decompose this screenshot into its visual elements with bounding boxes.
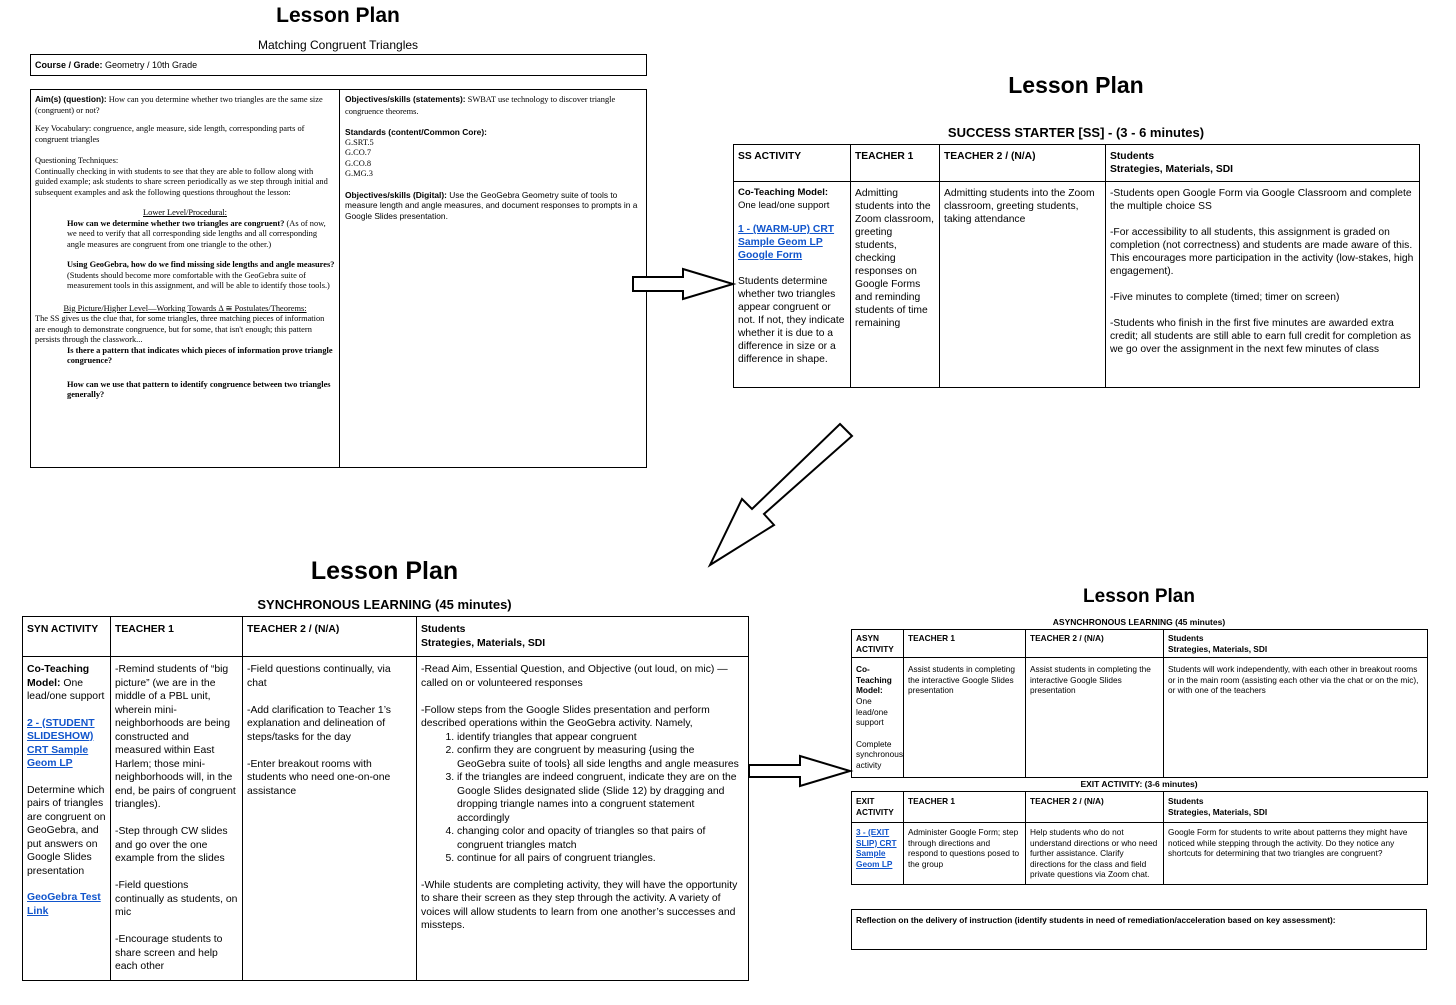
lesson-plan-title-1: Lesson Plan (276, 4, 400, 27)
asynchronous-learning-subtitle: ASYNCHRONOUS LEARNING (45 minutes) (1052, 617, 1226, 627)
course-value: Geometry / 10th Grade (102, 60, 198, 70)
header-teacher-1: TEACHER 1 (904, 792, 1026, 823)
digital-objectives-text: Use the GeoGebra Geometry suite of tools to measure length and angle measures, and document responses to prompts in a Google Slides presentation. (345, 189, 638, 221)
right-arrow-icon (633, 269, 733, 299)
exit-slip-link[interactable]: 3 - (EXIT SLIP) CRT Sample Geom LP (856, 827, 897, 869)
ss-activity-text: Students determine whether two triangles appear congruent or not. If not, they indicate whether it is due to a difference in size or a difference in shape. (738, 276, 845, 365)
syn-step: 5. continue for all pairs of congruent triangles. (457, 852, 744, 866)
key-vocabulary: Key Vocabulary: congruence, angle measure, side length, corresponding parts of congruent triangles (35, 124, 305, 144)
reflection-box: Reflection on the delivery of instruction (identify students in need of remediation/acceleration based on key assessment): (851, 909, 1427, 950)
co-teaching-model-text: One lead/one support (27, 677, 105, 702)
header-syn-activity: SYN ACTIVITY (23, 617, 111, 657)
asyn-students-cell: Students will work independently, with each other in breakout rooms or in the main room (assisting each other via the chat or on the mic), or with one of the teachers (1164, 658, 1428, 777)
header-ss-activity: SS ACTIVITY (734, 145, 851, 182)
syn-students-outro: -While students are completing activity, they will have the opportunity to share their screen as they step through the activity. A variety of voices will allow students to learn from one another’s successes and missteps. (421, 879, 738, 931)
course-label: Course / Grade: (35, 60, 103, 70)
big-picture-heading: Big Picture/Higher Level—Working Towards Δ ≅ Postulates/Theorems: (63, 303, 307, 313)
syn-teacher2-cell: -Field questions continually, via chat -Add clarification to Teacher 1’s explanation and delineation of steps/tasks for the day -Enter breakout rooms with students who need one-on-one assistance (243, 657, 417, 981)
objectives-label: Objectives/skills (statements): (345, 94, 466, 104)
syn-step: 1. identify triangles that appear congruent (457, 731, 744, 745)
asyn-activity-text: Complete synchronous activity (856, 738, 904, 770)
syn-activity-text: Determine which pairs of triangles are congruent on GeoGebra, and put answers on Google Slides presentation (27, 784, 106, 877)
question-2-bold: Using GeoGebra, how do we find missing side lengths and angle measures? (67, 260, 335, 269)
header-teacher-2: TEACHER 2 / (N/A) (1026, 792, 1164, 823)
exit-teacher1-cell: Administer Google Form; step through directions and respond to questions posed to the group (904, 823, 1026, 885)
right-arrow-icon (749, 756, 850, 786)
header-students: Students Strategies, Materials, SDI (417, 617, 749, 657)
ss-teacher2-cell: Admitting students into the Zoom classroom, greeting students, taking attendance (940, 182, 1106, 388)
question-3: Is there a pattern that indicates which pieces of information prove triangle congruence? (67, 345, 333, 365)
question-2-note: (Students should become more comfortable with the GeoGebra suite of measurement tools in this assignment, and will be able to identify those tools.) (67, 270, 330, 290)
asyn-teacher1-cell: Assist students in completing the interactive Google Slides presentation (904, 658, 1026, 777)
asyn-teacher2-cell: Assist students in completing the interactive Google Slides presentation (1026, 658, 1164, 777)
standards-label: Standards (content/Common Core): (345, 127, 487, 137)
big-picture-text: The SS gives us the clue that, for some triangles, three matching pieces of information are enough to demonstrate congruence, but for some, that isn't enough; this pattern persists through the classwork... (35, 314, 325, 344)
header-exit-activity: EXIT ACTIVITY (852, 792, 904, 823)
geogebra-test-link[interactable]: GeoGebra Test Link (27, 892, 101, 917)
header-teacher-1: TEACHER 1 (904, 630, 1026, 658)
aim-label: Aim(s) (question): (35, 94, 107, 104)
objectives-text: SWBAT use technology to discover triangle congruence theorems. (345, 95, 616, 116)
success-starter-subtitle: SUCCESS STARTER [SS] - (3 - 6 minutes) (947, 125, 1205, 140)
lesson-plan-title-3: Lesson Plan (310, 557, 459, 585)
exit-activity-subtitle: EXIT ACTIVITY: (3-6 minutes) (1080, 779, 1198, 789)
synchronous-learning-subtitle: SYNCHRONOUS LEARNING (45 minutes) (257, 597, 512, 612)
syn-step: 2. confirm they are congruent by measuring {using the GeoGebra suite of tools} all side lengths and angle measures (457, 744, 744, 771)
aim-text: How can you determine whether two triangles are the same size (congruent) or not? (35, 95, 323, 115)
lesson-plan-title-4: Lesson Plan (1083, 586, 1195, 607)
questioning-techniques-text: Continually checking in with students to see that they are able to follow along with guided example; ask students to share screen periodically as we step through initial and subsequent examples and ask the following questions throughout the lesson: (35, 166, 328, 197)
co-teaching-model-text: One lead/one support (738, 199, 830, 211)
header-teacher-2: TEACHER 2 / (N/A) (1026, 630, 1164, 658)
diagonal-arrow-icon (710, 424, 852, 565)
header-teacher-2: TEACHER 2 / (N/A) (243, 617, 417, 657)
student-slideshow-link[interactable]: 2 - (STUDENT SLIDESHOW) CRT Sample Geom LP (27, 717, 95, 769)
syn-step: 3. if the triangles are indeed congruent, indicate they are on the Google Slides designated slide (Slide 12) by dragging and dropping triangle names into a congruent statement accordingly (457, 771, 744, 825)
exit-students-cell: Google Form for students to write about patterns they might have noticed while stepping through the activity. Do they notice any shortcuts for determining that two triangles are congruent? (1164, 823, 1428, 885)
lesson-plan-subtitle-1: Matching Congruent Triangles (257, 38, 419, 52)
header-teacher-2: TEACHER 2 / (N/A) (940, 145, 1106, 182)
co-teaching-model-label: Co-Teaching Model: (738, 187, 829, 198)
header-teacher-1: TEACHER 1 (851, 145, 940, 182)
header-teacher-1: TEACHER 1 (111, 617, 243, 657)
exit-teacher2-cell: Help students who do not understand directions or who need further assistance. Clarify directions for the class and field private questions via Zoom chat. (1026, 823, 1164, 885)
lower-level-heading: Lower Level/Procedural: (143, 208, 227, 217)
syn-students-intro: -Read Aim, Essential Question, and Objective (out loud, on mic) — called on or volunteered responses -Follow steps from the Google Slides presentation and perform described operations within the GeoGebra activity. Namely, (421, 664, 728, 729)
co-teaching-model-text: One lead/one support (856, 695, 888, 728)
co-teaching-model-label: Co-Teaching Model: (27, 664, 90, 689)
header-students: Students Strategies, Materials, SDI (1106, 145, 1420, 182)
syn-teacher1-cell: -Remind students of “big picture” (we are in the middle of a PBL unit, wherein mini-neighborhoods are being constructed and measured within East Harlem; those mini-neighborhoods will, in the end, be pairs of congruent triangles). -Step through CW slides and go over the one example from the slides -Field questions continually as students, on mic -Encourage students to share screen and help each other (111, 657, 243, 981)
question-4: How can we use that pattern to identify congruence between two triangles generally? (67, 379, 331, 399)
lesson-plan-title-2: Lesson Plan (1008, 72, 1144, 98)
co-teaching-model-label: Co-Teaching Model: (856, 664, 892, 696)
header-students: Students Strategies, Materials, SDI (1164, 630, 1428, 658)
header-students: Students Strategies, Materials, SDI (1164, 792, 1428, 823)
ss-teacher1-cell: Admitting students into the Zoom classroom, greeting students, checking responses on Google Forms and reminding students of time remaining (851, 182, 940, 388)
question-1-note: (As of now, we need to verify that all corresponding side lengths and all corresponding angle measures are congruent from one triangle to the other.) (67, 218, 326, 249)
questioning-techniques-title: Questioning Techniques: (35, 156, 119, 165)
header-asyn-activity: ASYN ACTIVITY (852, 630, 904, 658)
digital-objectives-label: Objectives/skills (Digital): (345, 189, 447, 200)
warm-up-form-link[interactable]: 1 - (WARM-UP) CRT Sample Geom LP Google Form (738, 224, 835, 261)
ss-students-cell: -Students open Google Form via Google Classroom and complete the multiple choice SS -For accessibility to all students, this assignment is graded on completion (not correctness) and students are made aware of this. This encourages more participation in the activity (low-stakes, high engagement). -Five minutes to complete (timed; timer on screen) -Students who finish in the first five minutes are awarded extra credit; all students are still able to earn full credit for completion as we go over the assignment in the next few minutes of class (1106, 182, 1420, 388)
standards-list: G.SRT.5 G.CO.7 G.CO.8 G.MG.3 (345, 137, 374, 178)
question-1-bold: How can we determine whether two triangles are congruent? (67, 218, 285, 228)
syn-step: 4. changing color and opacity of triangles so that pairs of congruent triangles match (457, 825, 744, 852)
